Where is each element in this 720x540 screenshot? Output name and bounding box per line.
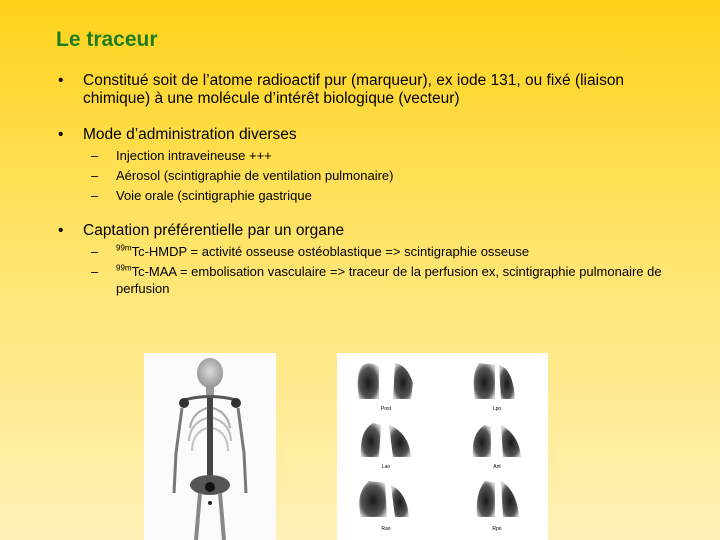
- dash-mark: –: [91, 264, 99, 279]
- isotope-sup: 99m: [116, 243, 132, 253]
- slide-content: [58, 72, 678, 297]
- dash-mark: –: [91, 188, 99, 203]
- sub-item-text: Tc-MAA = embolisation vasculaire => traceur de la perfusion ex, scintigraphie pulmonaire de perfusion: [116, 264, 662, 296]
- sub-item-text: Voie orale (scintigraphie gastrique: [116, 188, 312, 203]
- isotope-sup: 99m: [116, 263, 132, 273]
- lung-view-ant: [473, 425, 521, 457]
- sub-item-text: Tc-HMDP = activité osseuse ostéoblastique => scintigraphie osseuse: [131, 244, 530, 259]
- lung-label-ant: Ant: [493, 464, 501, 470]
- dash-mark: –: [91, 168, 99, 183]
- sub-item-injection: [58, 147, 678, 164]
- bullet-2-text: Mode d’administration diverses: [83, 126, 297, 143]
- lung-perfusion-image: [337, 353, 548, 540]
- lung-view-lao: [361, 423, 411, 457]
- sub-item-maa: [58, 263, 678, 297]
- bullet-mark: •: [58, 72, 64, 89]
- sub-item-text: Injection intraveineuse +++: [116, 148, 272, 163]
- bullet-mark: •: [58, 222, 64, 239]
- bullet-2: [58, 126, 678, 144]
- bullet-1-text: Constitué soit de l’atome radioactif pur (marqueur), ex iode 131, ou fixé (liaison chimique) à une molécule d’intérêt biologique (vecteur): [83, 72, 625, 107]
- bullet-3-text: Captation préférentielle par un organe: [83, 222, 345, 239]
- lung-label-rao: Rao: [381, 526, 391, 532]
- bullet-3: [58, 222, 678, 240]
- lung-view-post: [358, 363, 413, 399]
- bullet-mark: •: [58, 126, 64, 143]
- lung-label-post: Post: [380, 406, 392, 412]
- lung-label-lpo: Lpo: [492, 406, 502, 412]
- sub-item-text: Aérosol (scintigraphie de ventilation pulmonaire): [116, 168, 394, 183]
- dash-mark: –: [91, 148, 99, 163]
- slide-title: Le traceur: [56, 28, 158, 51]
- dash-mark: –: [91, 244, 99, 259]
- sub-item-oral: [58, 187, 678, 204]
- sub-item-aerosol: [58, 167, 678, 184]
- lung-view-rpo: [477, 481, 519, 517]
- lung-view-rao: [359, 481, 409, 517]
- bone-scan-image: [144, 353, 276, 540]
- lung-view-lpo: [474, 363, 515, 399]
- bullet-1: [58, 72, 678, 108]
- lung-label-rpo: Rpo: [492, 526, 502, 532]
- sub-item-hmdp: [58, 243, 678, 260]
- lung-label-lao: Lao: [381, 464, 391, 470]
